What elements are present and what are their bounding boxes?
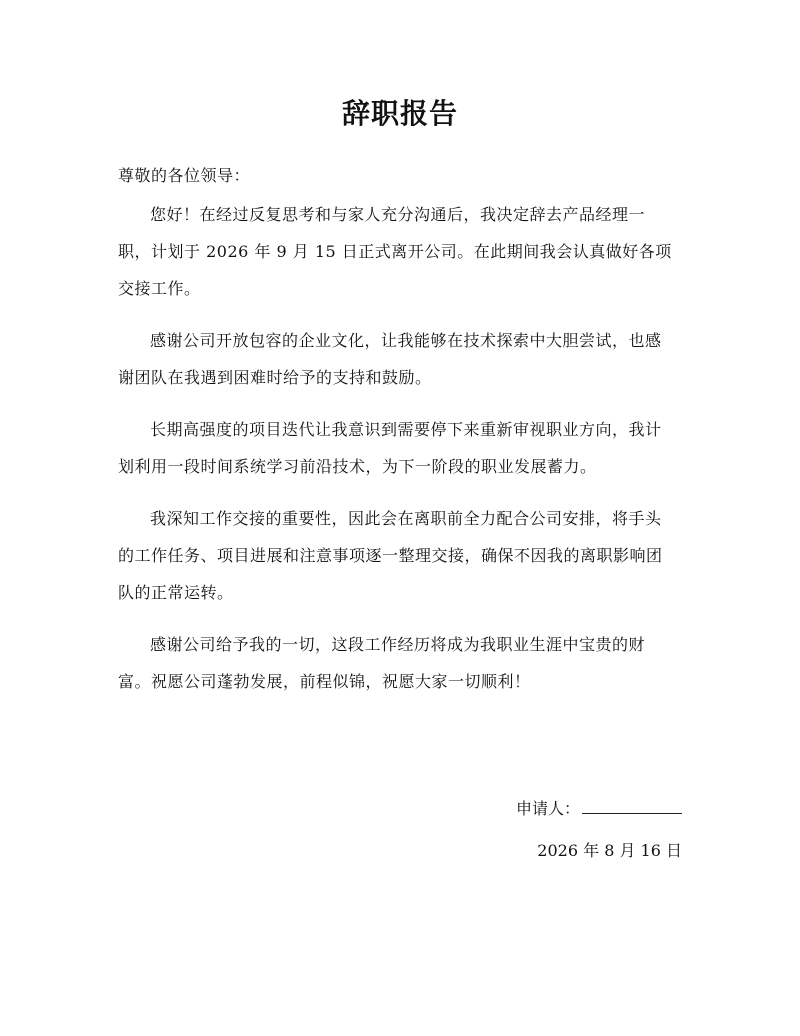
signature-blank	[582, 795, 682, 814]
salutation: 尊敬的各位领导：	[118, 166, 251, 185]
paragraph-closing: 感谢公司给予我的一切，这段工作经历将成为我职业生涯中宝贵的财富。祝愿公司蓬勃发展，前程似锦，祝愿大家一切顺利！	[118, 635, 646, 691]
applicant-label: 申请人：	[515, 799, 580, 818]
paragraph-handover: 我深知工作交接的重要性，因此会在离职前全力配合公司安排，将手头的工作任务、项目进展和注意事项逐一整理交接，确保不因我的离职影响团队的正常运转。	[118, 509, 663, 602]
paragraph-intro: 您好！在经过反复思考和与家人充分沟通后，我决定辞去产品经理一职，计划于 2026 年 9 月 15 日正式离开公司。在此期间我会认真做好各项交接工作。	[118, 205, 672, 298]
signature-line	[400, 794, 682, 824]
letter-body	[118, 196, 673, 700]
signature-date: 2026 年 8 月 16 日	[537, 841, 682, 860]
paragraph-gratitude-culture: 感谢公司开放包容的企业文化，让我能够在技术探索中大胆尝试，也感谢团队在我遇到困难时给予的支持和鼓励。	[118, 331, 662, 387]
document-title: 辞职报告	[341, 97, 458, 130]
paragraph-reason: 长期高强度的项目迭代让我意识到需要停下来重新审视职业方向，我计划利用一段时间系统学习前沿技术，为下一阶段的职业发展蓄力。	[118, 420, 662, 476]
